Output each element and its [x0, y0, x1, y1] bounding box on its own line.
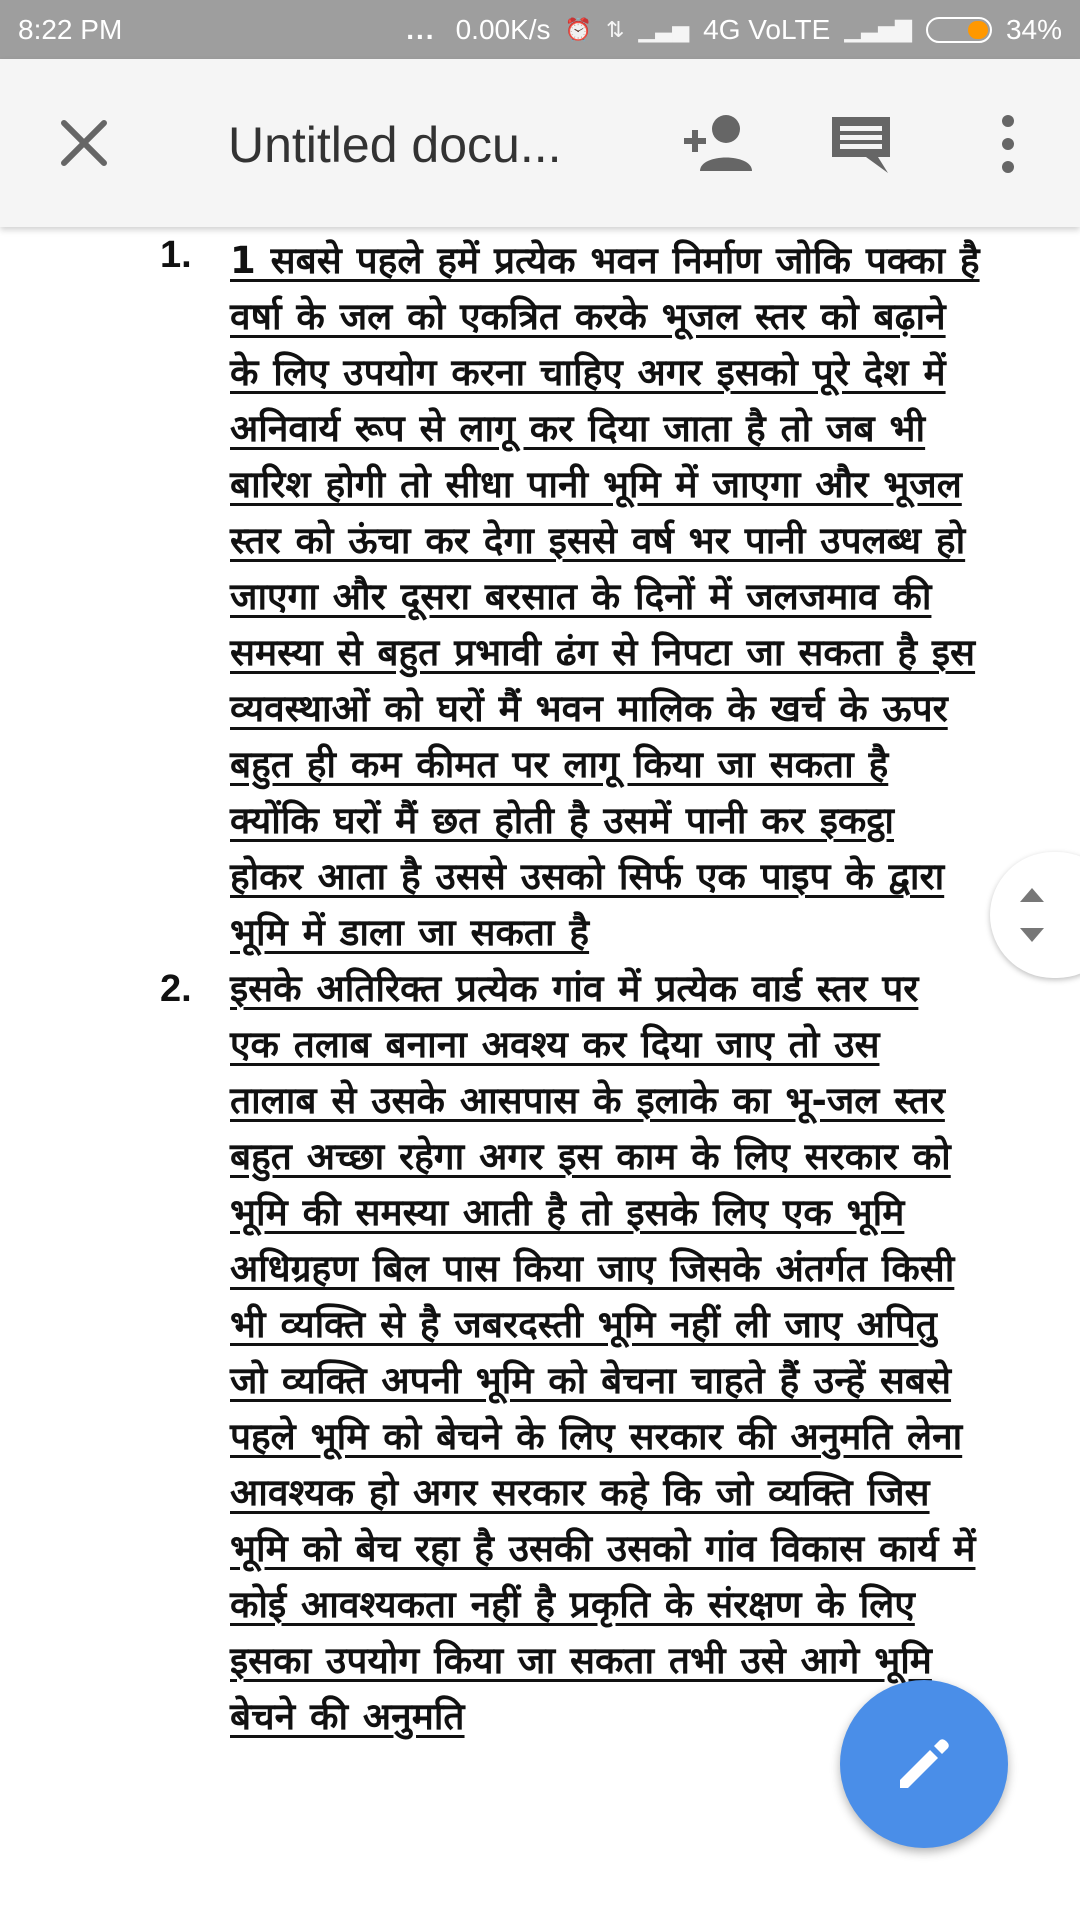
notification-dots: ... — [406, 13, 436, 45]
list-number: 2. — [160, 968, 192, 1010]
data-transfer-icon: ⇅ — [605, 16, 625, 42]
alarm-icon: ⏰ — [564, 16, 592, 42]
edit-fab-button[interactable] — [840, 1680, 1008, 1848]
pencil-icon — [892, 1732, 956, 1796]
fast-scroll-handle[interactable] — [990, 852, 1080, 978]
network-speed: 0.00K/s — [455, 13, 551, 45]
status-bar — [0, 0, 1080, 59]
battery-percent: 34% — [1005, 13, 1062, 45]
more-vert-icon[interactable] — [972, 111, 1044, 177]
document-title[interactable]: Untitled docu... — [228, 117, 562, 173]
list-item[interactable] — [160, 227, 980, 961]
chevron-down-icon — [1020, 928, 1044, 942]
list-item-text[interactable]: 1 सबसे पहले हमें प्रत्येक भवन निर्माण जोकि पक्का है वर्षा के जल को एकत्रित करके भूजल स्तर को बढ़ाने के लिए उपयोग करना चाहिए अगर इसको पूरे देश में अनिवार्य रूप से लागू कर दिया जाता है तो जब भी बारिश होगी तो सीधा पानी भूमि में जाएगा और भूजल स्तर को ऊंचा कर देगा इससे वर्ष भर पानी उपलब्ध हो जाएगा और दूसरा बरसात के दिनों में जलजमाव की समस्या से बहुत प्रभावी ढंग से निपटा जा सकता है इस व्यवस्थाओं को घरों मैं भवन मालिक के खर्च के ऊपर बहुत ही कम कीमत पर लागू किया जा सकता है क्योंकि घरों मैं छत होती है उसमें पानी कर इकट्ठा होकर आता है उससे उसको सिर्फ एक पाइप के द्वारा भूमि में डाला जा सकता है — [230, 239, 980, 954]
battery-icon — [926, 17, 992, 43]
list-item-text[interactable]: इसके अतिरिक्त प्रत्येक गांव में प्रत्येक वार्ड स्तर पर एक तलाब बनाना अवश्य कर दिया जाए तो उस तालाब से उसके आसपास के इलाके का भू-जल स्तर बहुत अच्छा रहेगा अगर इस काम के लिए सरकार को भूमि की समस्या आती है तो इसके लिए एक भूमि अधिग्रहण बिल पास किया जाए जिसके अंतर्गत किसी भी व्यक्ति से है जबरदस्ती भूमि नहीं ली जाए अपितु जो व्यक्ति अपनी भूमि को बेचना चाहते हैं उन्हें सबसे पहले भूमि को बेचने के लिए सरकार की अनुमति लेना आवश्यक हो अगर सरकार कहे कि जो व्यक्ति जिस भूमि को बेच रहा है उसकी उसको गांव विकास कार्य में कोई आवश्यकता नहीं है प्रकृति के संरक्षण के लिए इसका उपयोग किया जा सकता तभी उसे आगे भूमि बेचने की अनुमति — [230, 967, 976, 1738]
comment-icon[interactable] — [828, 111, 900, 177]
network-type: 4G VoLTE — [703, 13, 831, 45]
chevron-up-icon — [1020, 888, 1044, 902]
signal-weak-icon: ▁▃▅ — [638, 16, 690, 42]
status-time: 8:22 PM — [18, 13, 123, 45]
app-bar — [0, 59, 1080, 227]
numbered-list — [160, 227, 980, 1745]
list-number: 1. — [160, 234, 192, 276]
list-item[interactable] — [160, 961, 980, 1745]
signal-strength-icon: ▁▃▅▇ — [844, 16, 912, 42]
close-icon[interactable] — [56, 115, 112, 171]
status-icons — [406, 14, 1062, 46]
document-body[interactable] — [0, 227, 1080, 1920]
add-person-icon[interactable] — [682, 111, 754, 177]
